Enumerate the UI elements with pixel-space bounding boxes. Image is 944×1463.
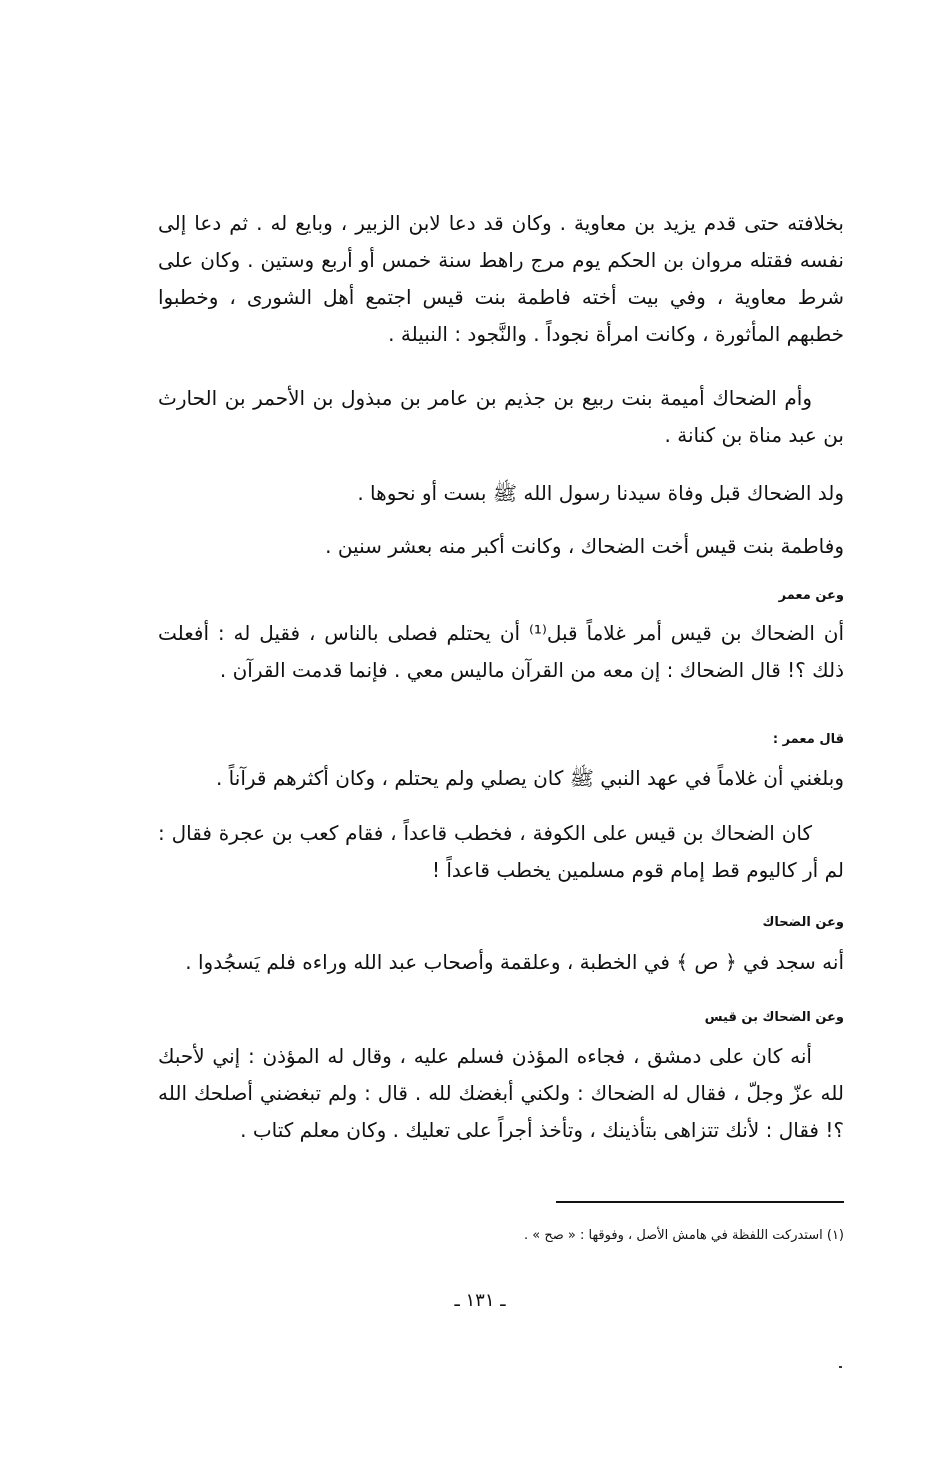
- paragraph-7: كان الضحاك بن قيس على الكوفة ، فخطب قاعداً ، فقام كعب بن عجرة فقال : لم أر كاليوم قط إمام قوم مسلمين يخطب قاعداً !: [158, 821, 844, 882]
- paragraph-5: أن الضحاك بن قيس أمر غلاماً قبل⁽¹⁾ أن يحتلم فصلى بالناس ، فقيل له : أفعلت ذلك ؟! قال الضحاك : إن معه من القرآن ماليس معي . فإنما قدمت القرآن .: [158, 621, 845, 682]
- scan-speck: [839, 1366, 842, 1368]
- paragraph-6: وبلغني أن غلاماً في عهد النبي ﷺ كان يصلي ولم يحتلم ، وكان أكثرهم قرآناً .: [215, 766, 844, 790]
- paragraph-9: أنه كان على دمشق ، فجاءه المؤذن فسلم عليه ، وقال له المؤذن : إني لأحبك لله عزّ وجلّ ، فقال له الضحاك : ولكني أبغضك لله . قال : ولم تبغضني أصلحك الله ؟! فقال : لأنك تتزاهى بتأذينك ، وتأخذ أجراً على تعليك . وكان معلم كتاب .: [158, 1044, 844, 1142]
- paragraph-2: وأم الضحاك أميمة بنت ربيع بن جذيم بن عامر بن مبذول بن الأحمر بن الحارث بن عبد مناة بن كنانة .: [158, 386, 844, 447]
- section-heading-4: وعن الضحاك بن قيس: [704, 1010, 844, 1025]
- section-heading-1: وعن معمر: [778, 588, 844, 603]
- paragraph-1: بخلافته حتى قدم يزيد بن معاوية . وكان قد دعا لابن الزبير ، وبايع له . ثم دعا إلى نفسه فقتله مروان بن الحكم يوم مرج راهط سنة خمس أو أربع وستين . وكان على شرط معاوية ، وفي بيت أخته فاطمة بنت قيس اجتمع أهل الشورى ، وخطبوا خطبهم المأثورة ، وكانت امرأة نجوداً . والنَّجود : النبيلة .: [158, 211, 844, 346]
- section-heading-3: وعن الضحاك: [762, 915, 844, 930]
- page-number: ـ ١٣١ ـ: [454, 1290, 506, 1311]
- section-heading-2: قال معمر :: [772, 732, 844, 747]
- footnote: (١) استدركت اللفظة في هامش الأصل ، وفوقها : « صح » .: [523, 1228, 844, 1243]
- footnote-divider: [556, 1201, 844, 1203]
- paragraph-8: أنه سجد في ﴿ ص ﴾ في الخطبة ، وعلقمة وأصحاب عبد الله وراءه فلم يَسجُدوا .: [185, 950, 844, 974]
- paragraph-4: وفاطمة بنت قيس أخت الضحاك ، وكانت أكبر منه بعشر سنين .: [325, 534, 844, 558]
- paragraph-3: ولد الضحاك قبل وفاة سيدنا رسول الله ﷺ بست أو نحوها .: [357, 481, 844, 505]
